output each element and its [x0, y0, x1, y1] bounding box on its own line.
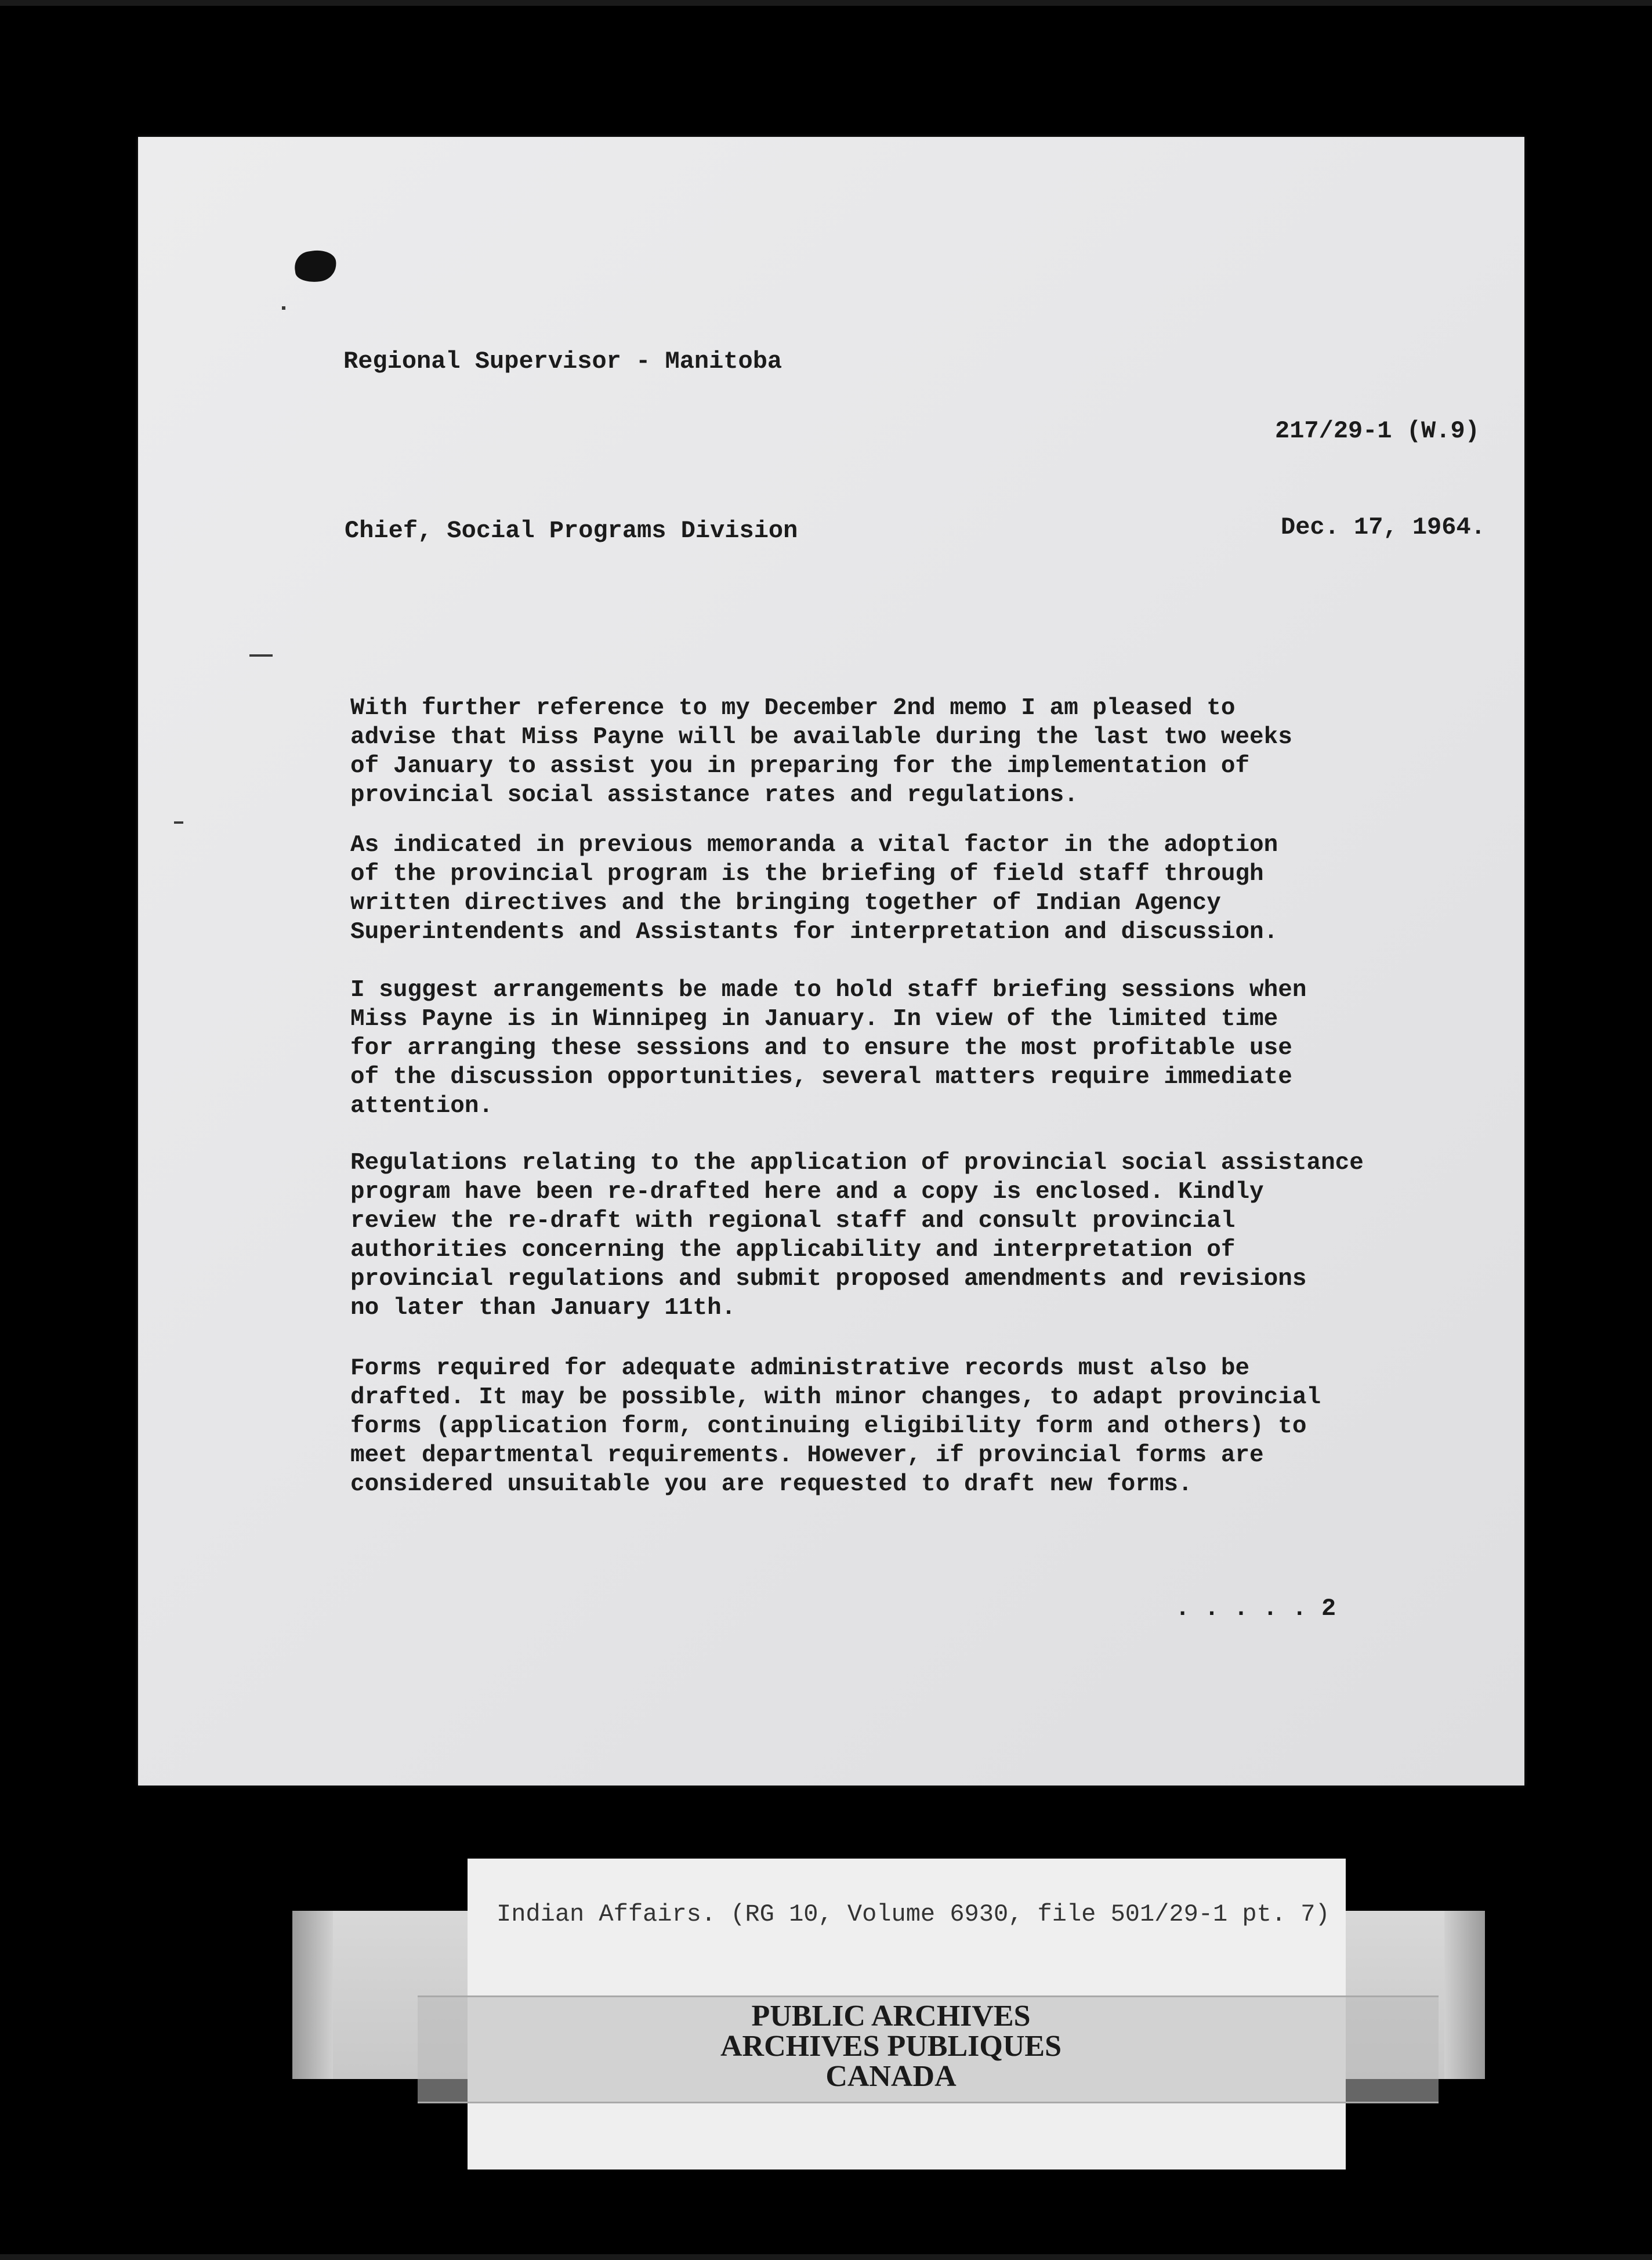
memo-sheet	[138, 137, 1524, 1785]
memo-from-line: Chief, Social Programs Division	[345, 517, 798, 545]
text-line: Forms required for adequate administrative records must also be	[350, 1355, 1250, 1382]
text-line: program have been re-drafted here and a copy is enclosed. Kindly	[350, 1179, 1264, 1205]
film-edge-bottom	[0, 2254, 1652, 2260]
text-line: review the re-draft with regional staff and consult provincial	[350, 1208, 1236, 1234]
text-line: meet departmental requirements. However, if provincial forms are	[350, 1442, 1264, 1469]
film-edge-top	[0, 0, 1652, 6]
text-line: Superintendents and Assistants for interpretation and discussion.	[350, 919, 1278, 946]
text-line: considered unsuitable you are requested to draft new forms.	[350, 1471, 1193, 1498]
speck	[174, 821, 183, 824]
stamp-line: PUBLIC ARCHIVES	[751, 2000, 1031, 2033]
strip-shadow-left	[292, 1911, 333, 2079]
strip-shadow-right	[1444, 1911, 1485, 2079]
archive-citation: Indian Affairs. (RG 10, Volume 6930, file 501/29-1 pt. 7)	[497, 1900, 1330, 1928]
memo-paragraph-2	[350, 831, 1452, 947]
text-line: authorities concerning the applicability and interpretation of	[350, 1237, 1236, 1263]
memo-paragraph-5	[350, 1354, 1452, 1499]
text-line: of the provincial program is the briefing of field staff through	[350, 861, 1264, 888]
public-archives-stamp	[665, 2001, 1117, 2092]
text-line: provincial social assistance rates and regulations.	[350, 782, 1078, 809]
text-line: of the discussion opportunities, several matters require immediate	[350, 1064, 1292, 1091]
text-line: advise that Miss Payne will be available during the last two weeks	[350, 724, 1292, 751]
text-line: Miss Payne is in Winnipeg in January. In view of the limited time	[350, 1006, 1278, 1033]
speck	[282, 306, 285, 310]
memo-date: Dec. 17, 1964.	[1281, 513, 1486, 541]
text-line: provincial regulations and submit proposed amendments and revisions	[350, 1266, 1307, 1292]
stamp-line: CANADA	[825, 2060, 957, 2093]
text-line: drafted. It may be possible, with minor changes, to adapt provincial	[350, 1384, 1321, 1411]
text-line: no later than January 11th.	[350, 1295, 736, 1321]
memo-paragraph-1	[350, 694, 1452, 810]
text-line: As indicated in previous memoranda a vital factor in the adoption	[350, 832, 1278, 859]
text-line: written directives and the bringing together of Indian Agency	[350, 890, 1221, 917]
memo-paragraph-4	[350, 1149, 1452, 1323]
text-line: attention.	[350, 1093, 494, 1120]
text-line: Regulations relating to the application of provincial social assistance	[350, 1150, 1364, 1176]
page-continuation: . . . . . 2	[1175, 1595, 1336, 1622]
memo-paragraph-3	[350, 976, 1452, 1121]
memo-to-line: Regional Supervisor - Manitoba	[343, 347, 782, 375]
speck	[249, 654, 273, 657]
text-line: of January to assist you in preparing for the implementation of	[350, 753, 1250, 780]
stamp-line: ARCHIVES PUBLIQUES	[720, 2030, 1062, 2063]
text-line: With further reference to my December 2nd memo I am pleased to	[350, 695, 1236, 722]
text-line: I suggest arrangements be made to hold staff briefing sessions when	[350, 977, 1307, 1004]
text-line: for arranging these sessions and to ensure the most profitable use	[350, 1035, 1292, 1062]
memo-file-reference: 217/29-1 (W.9)	[1275, 417, 1480, 445]
text-line: forms (application form, continuing eligibility form and others) to	[350, 1413, 1307, 1440]
